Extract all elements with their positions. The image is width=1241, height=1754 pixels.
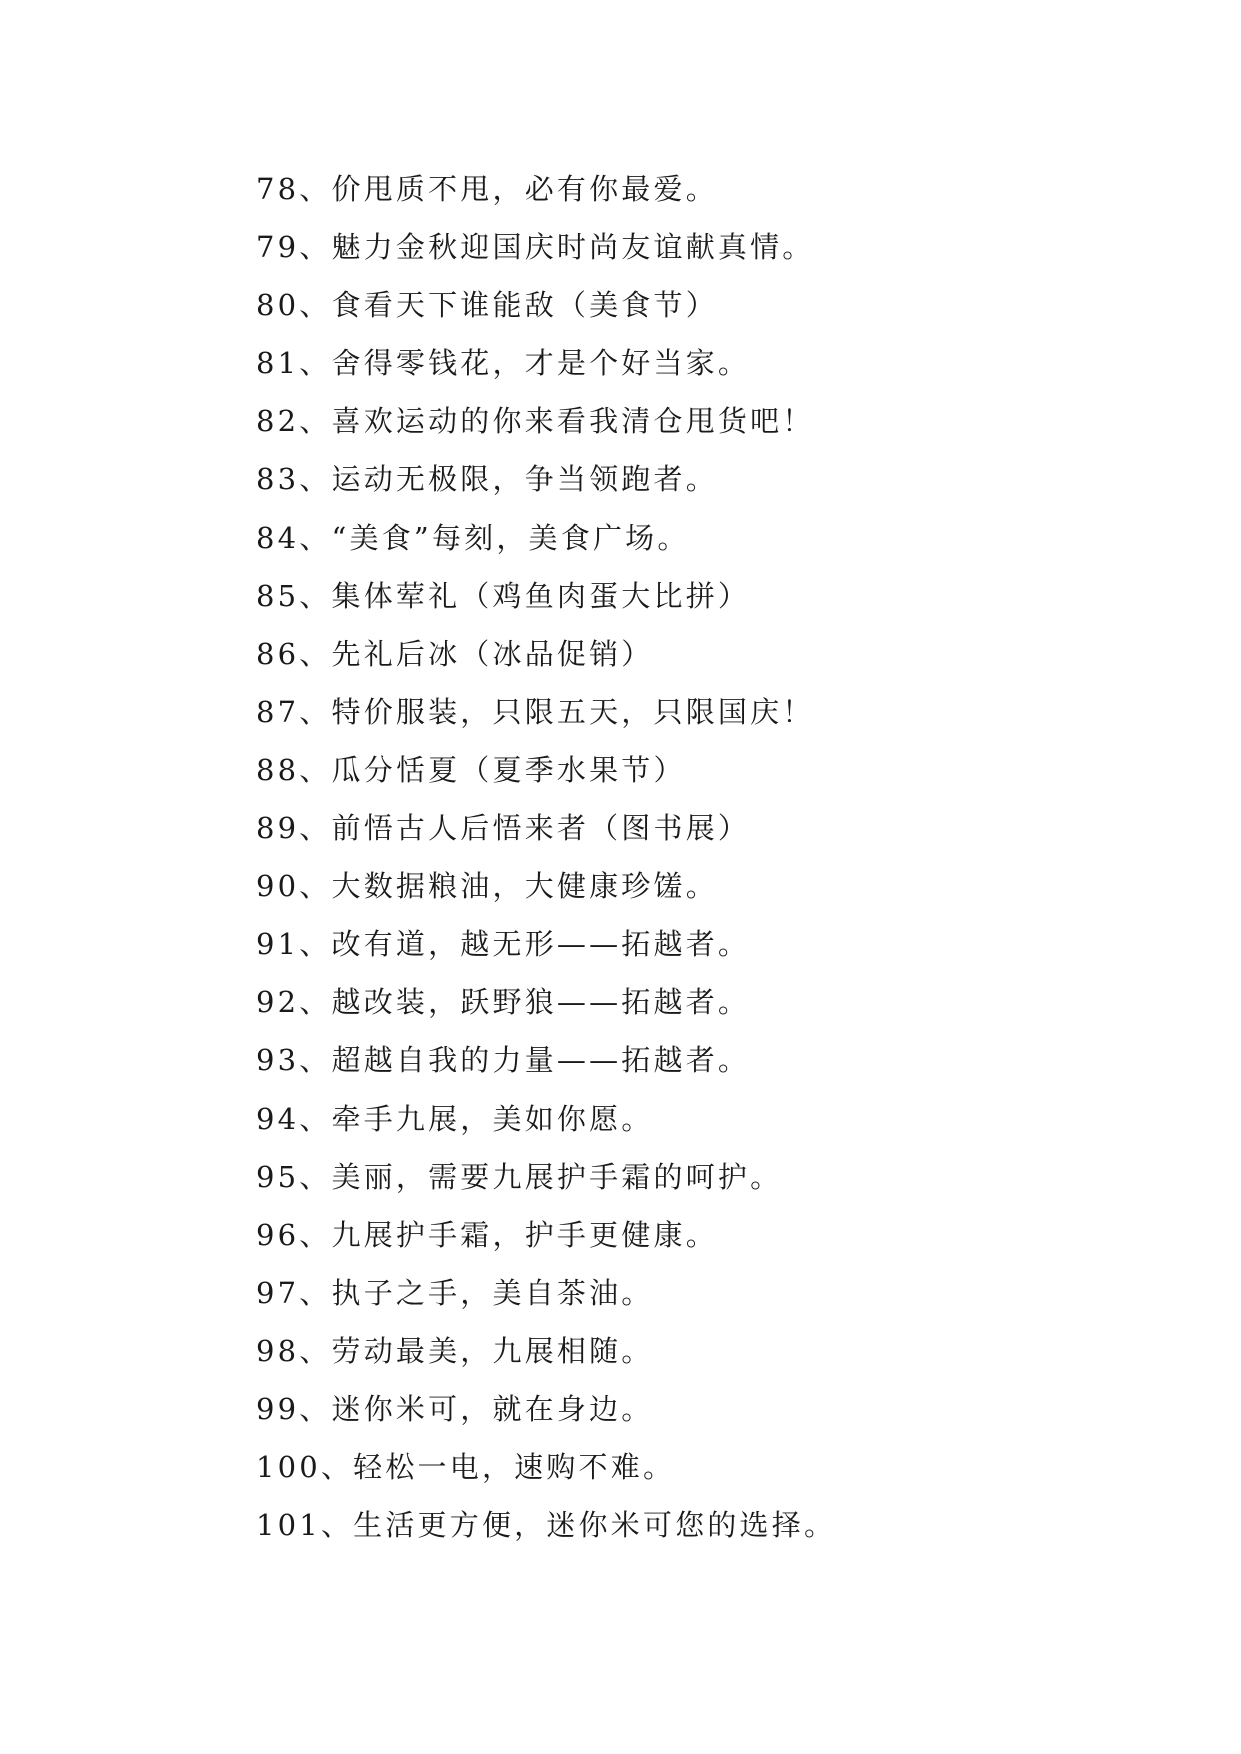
- list-item: 98、劳动最美，九展相随。: [256, 1333, 654, 1368]
- list-item: 92、越改装，跃野狼——拓越者。: [256, 985, 751, 1020]
- list-item: 91、改有道，越无形——拓越者。: [256, 927, 751, 962]
- list-item: 96、九展护手霜，护手更健康。: [256, 1217, 718, 1252]
- list-item: 84、“美食”每刻，美食广场。: [256, 520, 690, 555]
- list-item: 97、执子之手，美自茶油。: [256, 1275, 654, 1310]
- list-item: 88、瓜分恬夏（夏季水果节）: [256, 752, 686, 787]
- list-item: 87、特价服装，只限五天，只限国庆！: [256, 694, 815, 729]
- list-item: 85、集体荤礼（鸡鱼肉蛋大比拼）: [256, 578, 751, 613]
- list-item: 99、迷你米可，就在身边。: [256, 1391, 654, 1426]
- list-item: 81、舍得零钱花，才是个好当家。: [256, 346, 751, 381]
- slogan-list: [256, 160, 1156, 1554]
- list-item: 79、魅力金秋迎国庆时尚友谊献真情。: [256, 230, 815, 265]
- list-item: 95、美丽，需要九展护手霜的呵护。: [256, 1159, 783, 1194]
- list-item: 94、牵手九展，美如你愿。: [256, 1101, 654, 1136]
- list-item: 100、轻松一电，速购不难。: [256, 1450, 676, 1485]
- list-item: 78、价甩质不甩，必有你最爱。: [256, 172, 718, 206]
- list-item: 93、超越自我的力量——拓越者。: [256, 1043, 751, 1078]
- list-item: 89、前悟古人后悟来者（图书展）: [256, 811, 751, 846]
- list-item: 83、运动无极限，争当领跑者。: [256, 462, 718, 497]
- list-item: 80、食看天下谁能敌（美食节）: [256, 288, 718, 323]
- list-item: 82、喜欢运动的你来看我清仓甩货吧！: [256, 404, 815, 439]
- list-item: 101、生活更方便，迷你米可您的选择。: [256, 1508, 837, 1543]
- list-item: 90、大数据粮油，大健康珍馐。: [256, 869, 718, 904]
- list-item: 86、先礼后冰（冰品促销）: [256, 636, 654, 671]
